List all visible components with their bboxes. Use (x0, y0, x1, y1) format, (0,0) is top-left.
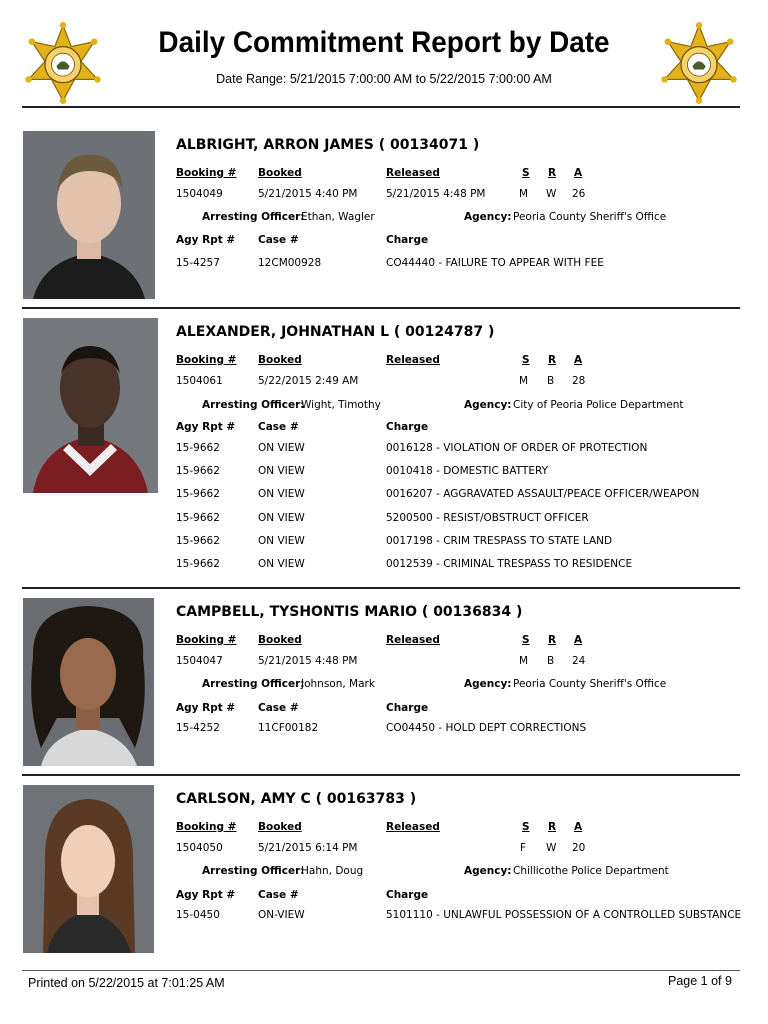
record-divider (22, 307, 740, 309)
agency-value: City of Peoria Police Department (513, 399, 684, 411)
inmate-name: ALBRIGHT, ARRON JAMES ( 00134071 ) (176, 137, 480, 153)
agy-rpt-header: Agy Rpt # (176, 889, 236, 901)
charge-header: Charge (386, 421, 429, 433)
booking-number: 1504050 (176, 842, 223, 854)
arresting-officer-label: Arresting Officer: (202, 399, 305, 411)
released-header: Released (386, 821, 440, 833)
race-header: R (548, 167, 557, 179)
charge-agy-rpt: 15-9662 (176, 488, 220, 500)
page-number: Page 1 of 9 (668, 974, 732, 988)
sex-header: S (522, 167, 530, 179)
arresting-officer-label: Arresting Officer: (202, 211, 305, 223)
charge-agy-rpt: 15-4257 (176, 257, 220, 269)
booking-header: Booking # (176, 634, 237, 646)
charge-agy-rpt: 15-9662 (176, 442, 220, 454)
sex-value: M (519, 655, 529, 667)
charge-case: ON VIEW (258, 512, 305, 524)
race-value: W (546, 188, 557, 200)
charge-case: ON VIEW (258, 465, 305, 477)
booked-header: Booked (258, 354, 302, 366)
age-value: 20 (572, 842, 586, 854)
inmate-name: ALEXANDER, JOHNATHAN L ( 00124787 ) (176, 324, 495, 340)
charge-description: 0016207 - AGGRAVATED ASSAULT/PEACE OFFICER/WEAPON (386, 488, 700, 500)
booked-header: Booked (258, 821, 302, 833)
race-header: R (548, 354, 557, 366)
charge-description: 5200500 - RESIST/OBSTRUCT OFFICER (386, 512, 589, 524)
race-header: R (548, 821, 557, 833)
charge-description: CO04450 - HOLD DEPT CORRECTIONS (386, 722, 587, 734)
age-header: A (574, 821, 583, 833)
released-header: Released (386, 167, 440, 179)
mugshot-photo (23, 318, 158, 493)
booking-number: 1504047 (176, 655, 223, 667)
arresting-officer-value: Hahn, Doug (301, 865, 364, 877)
mugshot-photo (23, 785, 154, 953)
record-divider (22, 587, 740, 589)
header-divider (22, 106, 740, 108)
age-header: A (574, 354, 583, 366)
agency-value: Peoria County Sheriff's Office (513, 678, 667, 690)
arresting-officer-value: Wight, Timothy (301, 399, 381, 411)
age-value: 26 (572, 188, 586, 200)
charge-agy-rpt: 15-9662 (176, 535, 220, 547)
race-value: B (547, 655, 555, 667)
charge-description: 5101110 - UNLAWFUL POSSESSION OF A CONTROLLED SUBSTANCE (386, 909, 742, 921)
charge-description: 0010418 - DOMESTIC BATTERY (386, 465, 549, 477)
charge-agy-rpt: 15-4252 (176, 722, 220, 734)
charge-header: Charge (386, 702, 429, 714)
charge-description: 0017198 - CRIM TRESPASS TO STATE LAND (386, 535, 613, 547)
booked-date: 5/22/2015 2:49 AM (258, 375, 359, 387)
race-value: W (546, 842, 557, 854)
released-date: 5/21/2015 4:48 PM (386, 188, 486, 200)
charge-agy-rpt: 15-9662 (176, 558, 220, 570)
charge-description: 0012539 - CRIMINAL TRESPASS TO RESIDENCE (386, 558, 633, 570)
charge-description: 0016128 - VIOLATION OF ORDER OF PROTECTION (386, 442, 648, 454)
inmate-name: CAMPBELL, TYSHONTIS MARIO ( 00136834 ) (176, 604, 523, 620)
charge-agy-rpt: 15-9662 (176, 512, 220, 524)
booking-header: Booking # (176, 354, 237, 366)
agy-rpt-header: Agy Rpt # (176, 421, 236, 433)
inmate-name: CARLSON, AMY C ( 00163783 ) (176, 791, 417, 807)
sex-value: M (519, 375, 529, 387)
date-range: Date Range: 5/21/2015 7:00:00 AM to 5/22/2015 7:00:00 AM (216, 72, 552, 86)
sex-value: F (520, 842, 527, 854)
booking-number: 1504061 (176, 375, 223, 387)
agency-value: Peoria County Sheriff's Office (513, 211, 667, 223)
sex-value: M (519, 188, 529, 200)
record-divider (22, 774, 740, 776)
arresting-officer-label: Arresting Officer: (202, 678, 305, 690)
case-header: Case # (258, 702, 299, 714)
charge-agy-rpt: 15-0450 (176, 909, 220, 921)
arresting-officer-label: Arresting Officer: (202, 865, 305, 877)
charge-case: ON VIEW (258, 558, 305, 570)
report-header (0, 0, 768, 108)
booked-header: Booked (258, 167, 302, 179)
charge-case: ON VIEW (258, 488, 305, 500)
sex-header: S (522, 634, 530, 646)
charge-case: ON-VIEW (258, 909, 305, 921)
sex-header: S (522, 821, 530, 833)
mugshot-photo (23, 598, 154, 766)
charge-case: 12CM00928 (258, 257, 322, 269)
sex-header: S (522, 354, 530, 366)
age-header: A (574, 167, 583, 179)
agency-label: Agency: (464, 865, 512, 877)
booking-number: 1504049 (176, 188, 223, 200)
footer-divider (22, 970, 740, 971)
booked-date: 5/21/2015 6:14 PM (258, 842, 358, 854)
arresting-officer-value: Johnson, Mark (301, 678, 375, 690)
race-value: B (547, 375, 555, 387)
agy-rpt-header: Agy Rpt # (176, 702, 236, 714)
charge-header: Charge (386, 889, 429, 901)
released-header: Released (386, 354, 440, 366)
booked-header: Booked (258, 634, 302, 646)
charge-case: ON VIEW (258, 442, 305, 454)
age-header: A (574, 634, 583, 646)
charge-case: ON VIEW (258, 535, 305, 547)
charge-case: 11CF00182 (258, 722, 319, 734)
agy-rpt-header: Agy Rpt # (176, 234, 236, 246)
charge-agy-rpt: 15-9662 (176, 465, 220, 477)
charge-description: CO44440 - FAILURE TO APPEAR WITH FEE (386, 257, 604, 269)
sheriff-badge-right (658, 22, 740, 104)
report-title: Daily Commitment Report by Date (158, 26, 610, 59)
age-value: 28 (572, 375, 586, 387)
case-header: Case # (258, 889, 299, 901)
charge-header: Charge (386, 234, 429, 246)
booked-date: 5/21/2015 4:48 PM (258, 655, 358, 667)
case-header: Case # (258, 421, 299, 433)
agency-label: Agency: (464, 399, 512, 411)
printed-timestamp: Printed on 5/22/2015 at 7:01:25 AM (28, 976, 225, 990)
agency-label: Agency: (464, 678, 512, 690)
booking-header: Booking # (176, 821, 237, 833)
age-value: 24 (572, 655, 586, 667)
arresting-officer-value: Ethan, Wagler (301, 211, 375, 223)
booked-date: 5/21/2015 4:40 PM (258, 188, 358, 200)
released-header: Released (386, 634, 440, 646)
mugshot-photo (23, 131, 155, 299)
case-header: Case # (258, 234, 299, 246)
race-header: R (548, 634, 557, 646)
agency-label: Agency: (464, 211, 512, 223)
booking-header: Booking # (176, 167, 237, 179)
agency-value: Chillicothe Police Department (513, 865, 669, 877)
